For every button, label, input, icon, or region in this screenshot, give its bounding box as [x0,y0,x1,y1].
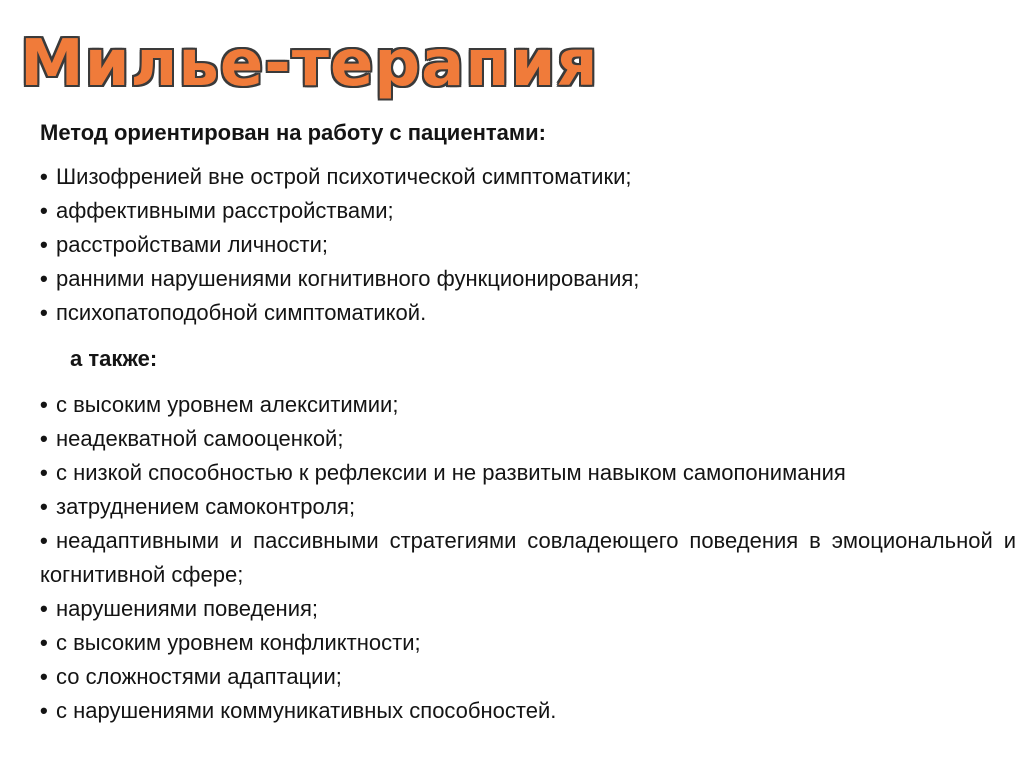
list-item-text: психопатоподобной симптоматикой. [56,300,427,325]
list-item-text: с нарушениями коммуникативных способностей. [56,698,557,723]
list-item [40,490,1016,524]
bullet-icon: • [40,392,48,417]
list-item [40,626,1016,660]
bullet-icon: • [40,198,48,223]
bullet-icon: • [40,698,48,723]
list-item-text: нарушениями поведения; [56,596,319,621]
list-item-text: Шизофренией вне острой психотической симптоматики; [56,164,632,189]
list-item [40,422,1016,456]
slide-body [40,116,1016,728]
list-item [40,388,1016,422]
list-item [40,228,1016,262]
list-item-text: расстройствами личности; [56,232,329,257]
bullet-icon: • [40,300,48,325]
list-item [40,262,1016,296]
bullet-icon: • [40,164,48,189]
list-item [40,194,1016,228]
list-item [40,524,1016,592]
list-item [40,660,1016,694]
bullet-icon: • [40,426,48,451]
list-item [40,160,1016,194]
bullet-icon: • [40,664,48,689]
list-item-text: с высоким уровнем алекситимии; [56,392,399,417]
bullet-icon: • [40,528,48,553]
bullet-icon: • [40,494,48,519]
additional-criteria-list [40,388,1016,728]
bullet-icon: • [40,630,48,655]
bullet-icon: • [40,266,48,291]
list-item-text: аффективными расстройствами; [56,198,394,223]
list-item-text: затруднением самоконтроля; [56,494,356,519]
bullet-icon: • [40,596,48,621]
intro-text: Метод ориентирован на работу с пациентами: [40,120,546,145]
list-item-text: с низкой способностью к рефлексии и не развитым навыком самопонимания [56,460,846,485]
list-item-text: ранними нарушениями когнитивного функционирования; [56,266,640,291]
patient-group-list [40,160,1016,330]
bullet-icon: • [40,460,48,485]
list-item [40,456,1016,490]
subheading: а также: [70,346,158,371]
list-item-text: неадекватной самооценкой; [56,426,344,451]
slide-title: Милье-терапия [20,27,599,101]
list-item-text: со сложностями адаптации; [56,664,342,689]
list-item [40,296,1016,330]
list-item [40,592,1016,626]
list-item-text: с высоким уровнем конфликтности; [56,630,421,655]
list-item [40,694,1016,728]
bullet-icon: • [40,232,48,257]
list-item-text: неадаптивными и пассивными стратегиями совладеющего поведения в эмоциональной и когнитивной сфере; [40,528,1016,587]
